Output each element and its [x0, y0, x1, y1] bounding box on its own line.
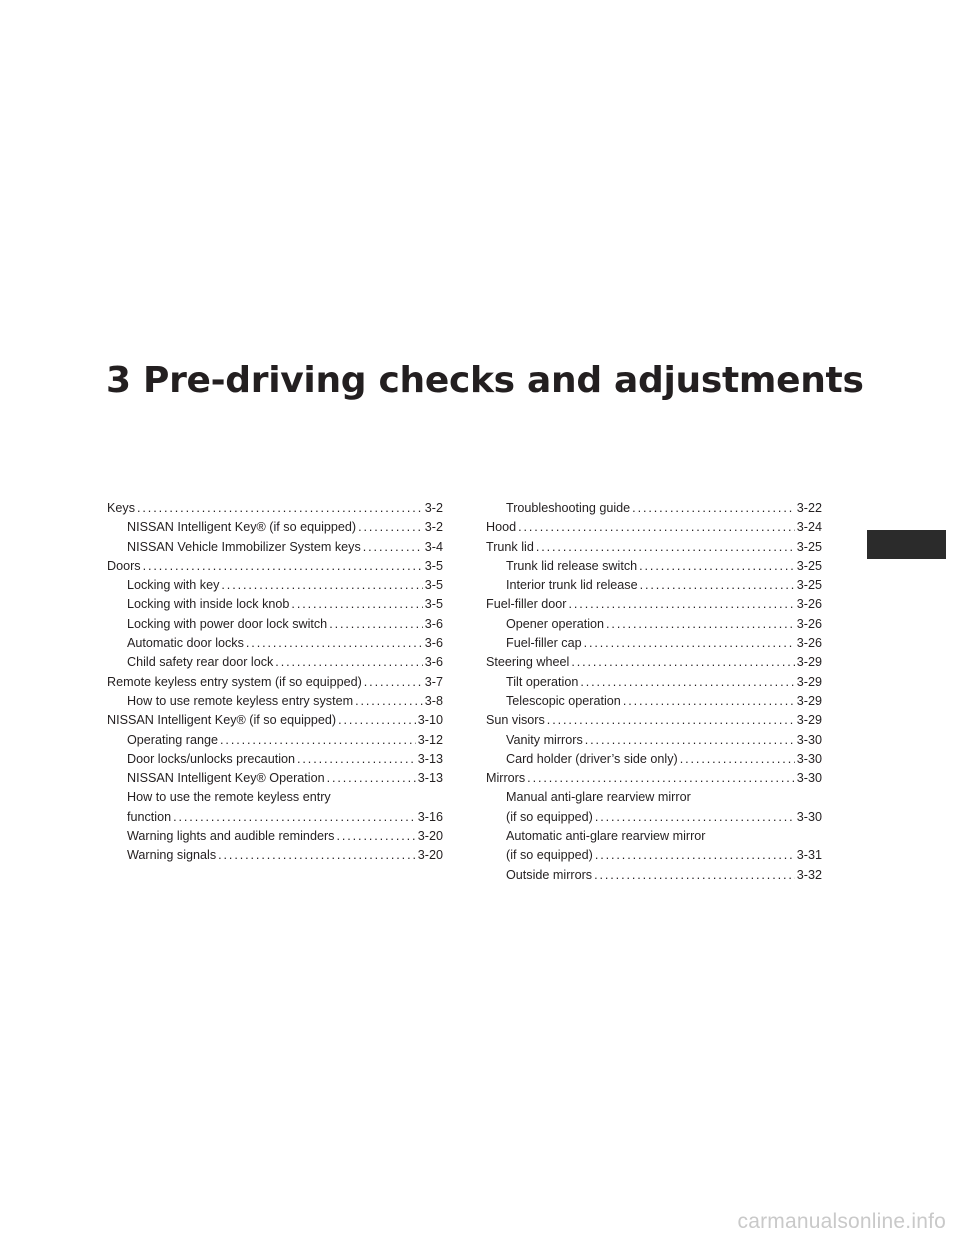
toc-entry-line: [506, 846, 822, 865]
toc-dot-leader: [358, 518, 423, 537]
toc-entry-line: [506, 692, 822, 711]
toc-entry[interactable]: [107, 827, 443, 846]
toc-dot-leader: [218, 846, 416, 865]
toc-dot-leader: [632, 499, 795, 518]
toc-entry-line: [127, 808, 443, 827]
toc-entry[interactable]: [486, 769, 822, 788]
toc-page-number: 3-26: [796, 616, 822, 631]
toc-entry-title: Card holder (driver’s side only): [506, 751, 678, 766]
toc-dot-leader: [355, 692, 423, 711]
toc-page-number: 3-30: [796, 751, 822, 766]
toc-entry-title: function: [127, 809, 172, 824]
toc-page-number: 3-20: [417, 848, 443, 863]
toc-entry-line: [127, 769, 443, 788]
toc-entry-line: [127, 692, 443, 711]
toc-entry-line: [506, 731, 822, 750]
toc-entry-line: [486, 595, 822, 614]
toc-entry-title: (if so equipped): [506, 848, 593, 863]
toc-entry-title: (if so equipped): [506, 809, 593, 824]
toc-page-number: 3-25: [796, 558, 822, 573]
toc-entry-text-line: Automatic anti-glare rearview mirror: [506, 829, 706, 844]
toc-entry-title: Opener operation: [506, 616, 605, 631]
toc-entry-title: Child safety rear door lock: [127, 655, 274, 670]
toc-page-number: 3-16: [417, 809, 443, 824]
toc-entry[interactable]: [107, 846, 443, 865]
toc-entry-title: Steering wheel: [486, 655, 570, 670]
toc-page-number: 3-29: [796, 693, 822, 708]
toc-entry-line: [127, 634, 443, 653]
toc-page-number: 3-13: [417, 751, 443, 766]
toc-entry-line: [506, 866, 822, 885]
toc-entry[interactable]: [107, 557, 443, 576]
toc-page-number: 3-2: [424, 501, 443, 515]
toc-dot-leader: [220, 731, 416, 750]
toc-entry-line: [506, 557, 822, 576]
toc-entry-title: Remote keyless entry system (if so equipped): [107, 674, 362, 689]
toc-dot-leader: [363, 538, 423, 557]
toc-dot-leader: [275, 653, 423, 672]
toc-entry[interactable]: [107, 788, 443, 827]
toc-entry-line: [127, 653, 443, 672]
toc-right-column: [486, 499, 822, 885]
toc-entry-title: Keys: [107, 501, 135, 515]
toc-dot-leader: [327, 769, 416, 788]
toc-entry[interactable]: [486, 576, 822, 595]
toc-page-number: 3-13: [417, 771, 443, 786]
toc-entry[interactable]: [486, 711, 822, 730]
toc-dot-leader: [297, 750, 416, 769]
toc-dot-leader: [606, 615, 795, 634]
toc-page-number: 3-5: [424, 578, 443, 593]
toc-entry-line: [506, 750, 822, 769]
toc-page-number: 3-10: [417, 713, 443, 728]
toc-dot-leader: [640, 576, 795, 595]
toc-entry-title: Locking with inside lock knob: [127, 597, 290, 612]
toc-dot-leader: [547, 711, 795, 730]
toc-entry[interactable]: [107, 634, 443, 653]
toc-page-number: 3-30: [796, 732, 822, 747]
toc-entry[interactable]: [486, 499, 822, 518]
toc-entry-title: Warning signals: [127, 848, 217, 863]
toc-entry-title: Tilt operation: [506, 674, 579, 689]
toc-page-number: 3-22: [796, 501, 822, 515]
toc-entry-title: Door locks/unlocks precaution: [127, 751, 295, 766]
toc-entry-line: [506, 808, 822, 827]
toc-dot-leader: [221, 576, 422, 595]
toc-dot-leader: [291, 595, 422, 614]
toc-entry-line: [506, 576, 822, 595]
toc-entry-line: [486, 769, 822, 788]
toc-page-number: 3-5: [424, 558, 443, 573]
toc-page-number: 3-6: [424, 616, 443, 631]
toc-page-number: 3-4: [424, 539, 443, 554]
toc-left-column: [107, 499, 443, 866]
toc-entry[interactable]: [486, 538, 822, 557]
toc-entry-text-line: How to use the remote keyless entry: [127, 790, 331, 805]
toc-entry[interactable]: [486, 692, 822, 711]
toc-entry-line: [127, 615, 443, 634]
toc-entry-title: Locking with key: [127, 578, 220, 593]
toc-page-number: 3-7: [424, 674, 443, 689]
toc-entry-title: Automatic door locks: [127, 636, 244, 651]
toc-page-number: 3-20: [417, 829, 443, 844]
toc-entry[interactable]: [486, 788, 822, 827]
toc-dot-leader: [143, 557, 423, 576]
toc-page-number: 3-30: [796, 809, 822, 824]
toc-dot-leader: [580, 673, 794, 692]
toc-entry[interactable]: [107, 499, 443, 518]
toc-page-number: 3-2: [424, 520, 443, 535]
toc-entry[interactable]: [107, 653, 443, 672]
toc-entry-title: NISSAN Intelligent Key® Operation: [127, 771, 325, 786]
toc-entry-line: [127, 827, 443, 846]
toc-entry-line: [107, 673, 443, 692]
toc-entry-title: NISSAN Vehicle Immobilizer System keys: [127, 539, 361, 554]
toc-entry[interactable]: [107, 595, 443, 614]
toc-entry-text-line: Manual anti-glare rearview mirror: [506, 790, 691, 805]
toc-entry[interactable]: [486, 557, 822, 576]
toc-page-number: 3-25: [796, 539, 822, 554]
toc-entry[interactable]: [486, 827, 822, 866]
toc-entry-title: Fuel-filler door: [486, 597, 567, 612]
toc-dot-leader: [584, 634, 795, 653]
toc-entry-title: Warning lights and audible reminders: [127, 829, 335, 844]
watermark: carmanualsonline.info: [737, 1210, 946, 1233]
toc-entry-line: [486, 538, 822, 557]
toc-entry[interactable]: [107, 692, 443, 711]
toc-entry[interactable]: [486, 634, 822, 653]
toc-entry-title: Doors: [107, 558, 141, 573]
toc-entry[interactable]: [486, 866, 822, 885]
toc-page-number: 3-31: [796, 848, 822, 863]
toc-page-number: 3-29: [796, 713, 822, 728]
toc-entry-line: [127, 518, 443, 537]
toc-dot-leader: [595, 808, 795, 827]
toc-dot-leader: [173, 808, 416, 827]
toc-entry[interactable]: [107, 538, 443, 557]
toc-entry-title: Vanity mirrors: [506, 732, 583, 747]
toc-dot-leader: [336, 827, 415, 846]
toc-dot-leader: [623, 692, 795, 711]
toc-dot-leader: [536, 538, 795, 557]
toc-entry[interactable]: [107, 750, 443, 769]
toc-entry-title: NISSAN Intelligent Key® (if so equipped): [107, 713, 337, 728]
toc-entry-title: Operating range: [127, 732, 219, 747]
chapter-thumb-tab: [867, 530, 946, 559]
toc-entry-title: Telescopic operation: [506, 693, 621, 708]
toc-entry[interactable]: [486, 615, 822, 634]
toc-entry-title: Fuel-filler cap: [506, 636, 582, 651]
toc-page-number: 3-8: [424, 693, 443, 708]
toc-dot-leader: [569, 595, 795, 614]
toc-page-number: 3-6: [424, 636, 443, 651]
toc-entry-line: [127, 538, 443, 557]
toc-entry[interactable]: [107, 576, 443, 595]
toc-dot-leader: [246, 634, 423, 653]
toc-entry-line: [127, 846, 443, 865]
toc-dot-leader: [639, 557, 795, 576]
toc-page-number: 3-29: [796, 674, 822, 689]
toc-page-number: 3-32: [796, 867, 822, 882]
toc-entry-title: Hood: [486, 520, 517, 535]
toc-entry-line: [107, 557, 443, 576]
toc-entry-title: NISSAN Intelligent Key® (if so equipped): [127, 520, 357, 535]
toc-entry[interactable]: [486, 750, 822, 769]
toc-dot-leader: [571, 653, 794, 672]
toc-dot-leader: [594, 866, 795, 885]
chapter-title: 3 Pre-driving checks and adjustments: [106, 360, 864, 401]
toc-entry-line: [107, 711, 443, 730]
toc-entry-line: [107, 499, 443, 518]
toc-entry-line: [127, 731, 443, 750]
toc-page-number: 3-26: [796, 636, 822, 651]
toc-entry-line: [127, 750, 443, 769]
toc-dot-leader: [518, 518, 795, 537]
toc-entry[interactable]: [486, 653, 822, 672]
toc-entry-line: [127, 595, 443, 614]
toc-page-number: 3-26: [796, 597, 822, 612]
toc-page-number: 3-24: [796, 520, 822, 535]
toc-entry-line: [486, 653, 822, 672]
toc-entry-line: [506, 673, 822, 692]
toc-entry[interactable]: [107, 711, 443, 730]
toc-entry-line: [506, 499, 822, 518]
toc-dot-leader: [585, 731, 795, 750]
toc-dot-leader: [680, 750, 795, 769]
toc-entry-line: [486, 518, 822, 537]
toc-page-number: 3-29: [796, 655, 822, 670]
toc-entry-title: Outside mirrors: [506, 867, 593, 882]
toc-entry-line: [506, 615, 822, 634]
toc-entry-line: [486, 711, 822, 730]
toc-entry-line: [127, 576, 443, 595]
toc-dot-leader: [364, 673, 423, 692]
toc-dot-leader: [595, 846, 795, 865]
toc-entry[interactable]: [107, 518, 443, 537]
toc-entry[interactable]: [486, 518, 822, 537]
toc-page-number: 3-30: [796, 771, 822, 786]
toc-entry[interactable]: [107, 615, 443, 634]
toc-entry[interactable]: [107, 769, 443, 788]
toc-entry-title: Troubleshooting guide: [506, 501, 631, 515]
toc-page-number: 3-5: [424, 597, 443, 612]
toc-entry-title: Sun visors: [486, 713, 545, 728]
toc-page-number: 3-6: [424, 655, 443, 670]
toc-entry-title: Trunk lid: [486, 539, 534, 554]
toc-dot-leader: [527, 769, 795, 788]
toc-page-number: 3-12: [417, 732, 443, 747]
toc-page-number: 3-25: [796, 578, 822, 593]
toc-entry[interactable]: [486, 731, 822, 750]
toc-entry-title: Mirrors: [486, 771, 526, 786]
toc-entry-title: Locking with power door lock switch: [127, 616, 328, 631]
toc-entry-title: Trunk lid release switch: [506, 558, 638, 573]
toc-entry[interactable]: [486, 673, 822, 692]
toc-dot-leader: [329, 615, 423, 634]
toc-entry[interactable]: [486, 595, 822, 614]
toc-dot-leader: [137, 499, 423, 518]
toc-entry[interactable]: [107, 673, 443, 692]
toc-entry-title: Interior trunk lid release: [506, 578, 638, 593]
toc-entry[interactable]: [107, 731, 443, 750]
toc-dot-leader: [338, 711, 416, 730]
toc-entry-title: How to use remote keyless entry system: [127, 693, 354, 708]
toc-entry-line: [506, 634, 822, 653]
